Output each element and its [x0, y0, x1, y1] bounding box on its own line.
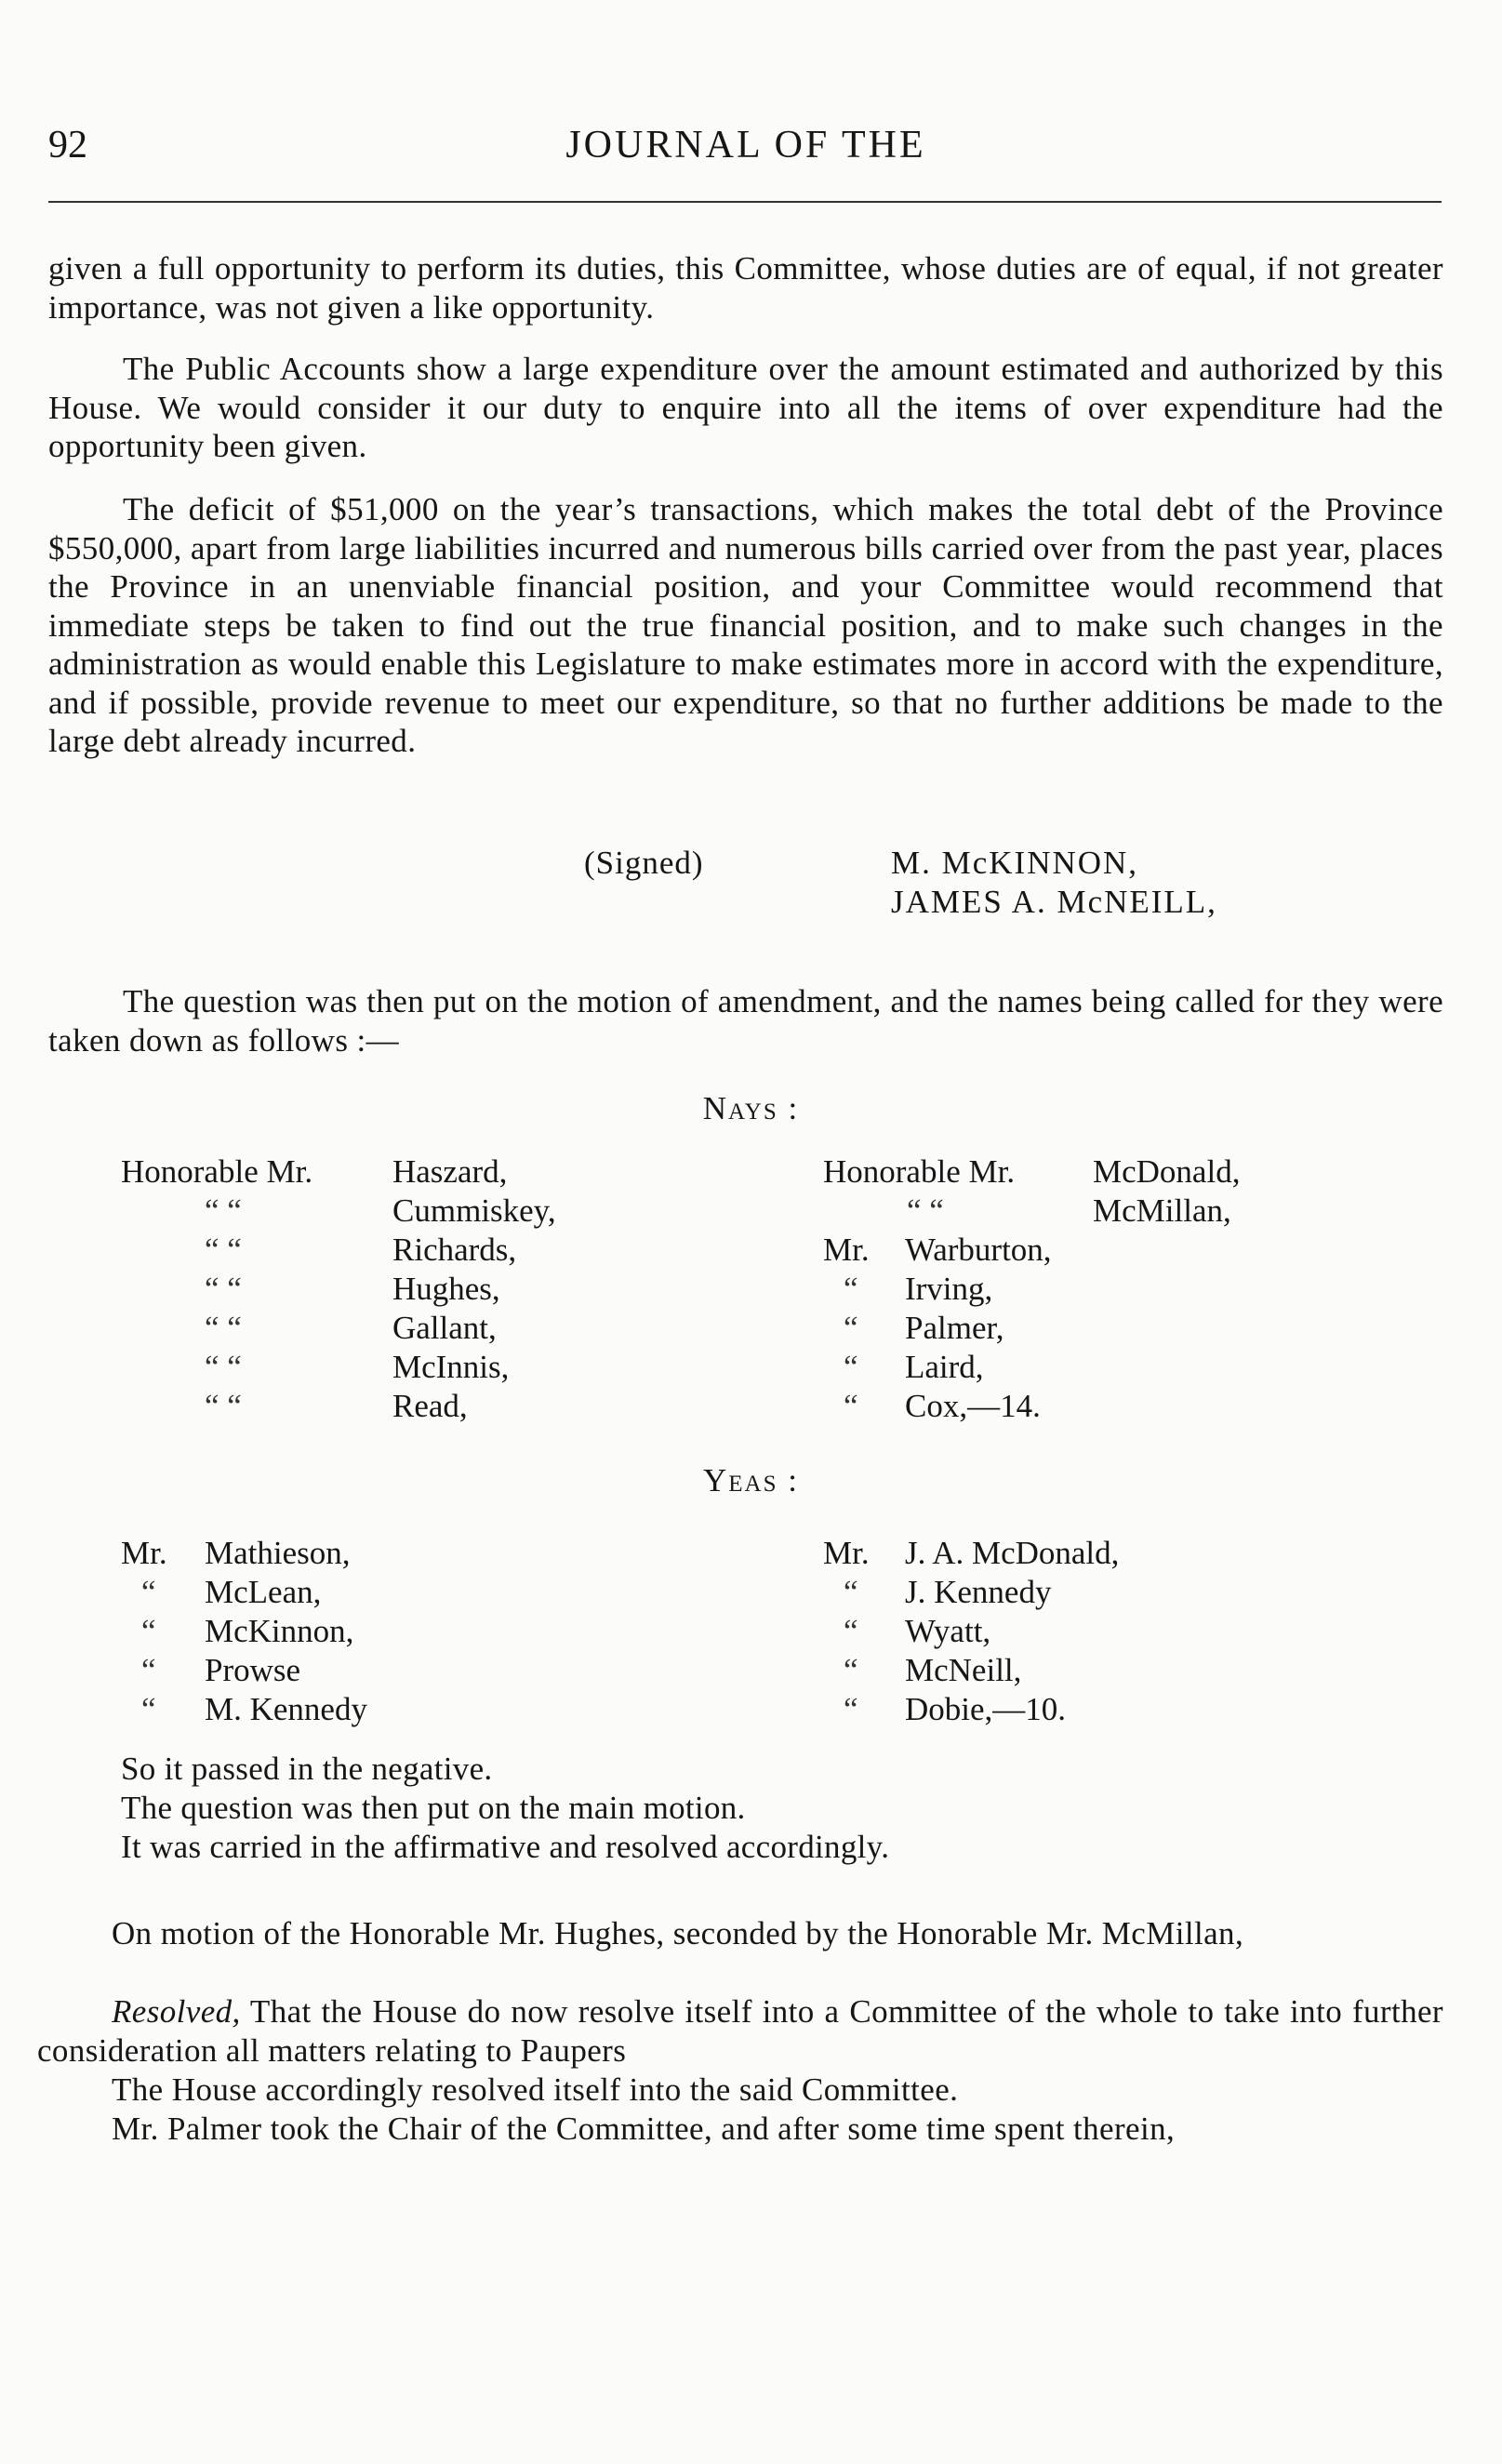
- result-affirmative: It was carried in the affirmative and resolved accordingly.: [121, 1829, 890, 1865]
- paragraph-question-amendment: The question was then put on the motion of amendment, and the names being called for they were taken down as follows :—: [48, 983, 1443, 1059]
- paragraph-house-resolved: The House accordingly resolved itself into the said Committee.: [112, 2071, 959, 2108]
- paragraph-continuation: given a full opportunity to perform its duties, this Committee, whose duties are of equal, if not greater importance, was not given a like opportunity.: [48, 250, 1443, 326]
- paragraph-deficit: The deficit of $51,000 on the year’s transactions, which makes the total debt of the Province $550,000, apart from large liabilities incurred and numerous bills carried over from the past year, places the Province in an unenviable financial position, and your Committee would recommend that immediate steps be taken to find out the true financial position, and to make such changes in the administration as would enable this Legislature to make estimates more in accord with the expenditure, and if possible, provide revenue to meet our expenditure, so that no further additions be made to the large debt already incurred.: [48, 491, 1443, 759]
- result-negative: So it passed in the negative.: [121, 1751, 493, 1787]
- yeas-heading: Yeas :: [703, 1462, 799, 1498]
- signatory-1: M. McKINNON,: [891, 845, 1139, 881]
- resolved-word: Resolved,: [112, 1993, 241, 2030]
- journal-page: 92 JOURNAL OF THE given a full opportunity to perform its duties, this Committee, whose duties are of equal, if not greater importance, was not given a like opportunity. The Public Accounts show a large expenditure over the amount estimated and authorized by this House. We would consider it our duty to enquire into all the items of over expenditure had the opportunity been given. The deficit of $51,000 on the year’s transactions, which makes the total debt of the Province $550,000, apart from large liabilities incurred and numerous bills carried over from the past year, places the Province in an unenviable financial position, and your Committee would recommend that immediate steps be taken to find out the true financial position, and to make such changes in the administration as would enable this Legislature to make estimates more in accord with the expenditure, and if possible, provide revenue to meet our expenditure, so that no further additions be made to the large debt already incurred. (Signed) M. McKINNON, JAMES A. McNEILL, The question was then put on the motion of amendment, and the names being called for they were taken down as follows :— Nays : Honorable Mr. Haszard, “ “ Cummiskey, “ “ Richards, “ “ Hughes, “ “ Gallant, “ “ McInnis, “ “ Read, Honorable Mr. McDonald, “ “ McMillan, Mr. Warburton, “ Irving, “ Palmer, “ Laird, “ Cox,—14. Yeas : Mr. Mathieson, “ McLean, “ McKinnon, “ Prowse “ M. Kennedy Mr. J. A. McDonald, “ J. Kennedy “ Wyatt, “ McNeill, “ Dobie,—10. So it passed in the negative. The question was then put on the main motion. It was carried in the affirmative and resolved accordingly. On motion of the Honorable Mr. Hughes, seconded by the Honorable Mr. McMillan, Resolved, That the House do now resolve itself into a Committee of the whole to take into further consideration all matters relating to Paupers The House accordingly resolved itself into the said Committee. Mr. Palmer took the Chair of the Committee, and after some time spent therein,: [0, 0, 1502, 2464]
- nays-heading: Nays :: [702, 1090, 800, 1126]
- paragraph-motion: On motion of the Honorable Mr. Hughes, seconded by the Honorable Mr. McMillan,: [112, 1915, 1244, 1951]
- paragraph-public-accounts: The Public Accounts show a large expenditure over the amount estimated and authorized by this House. We would consider it our duty to enquire into all the items of over expenditure had the opportunity been given.: [48, 351, 1443, 464]
- signatory-2: JAMES A. McNEILL,: [891, 884, 1217, 920]
- page-number: 92: [48, 124, 87, 166]
- page-header: [48, 123, 1443, 169]
- running-title: JOURNAL OF THE: [565, 124, 926, 166]
- paragraph-chair: Mr. Palmer took the Chair of the Committee, and after some time spent therein,: [112, 2111, 1176, 2147]
- resolved-text: That the House do now resolve itself into a Committee of the whole to take into further consideration all matters relating to Paupers: [37, 1993, 1443, 2069]
- header-rule: [48, 201, 1442, 203]
- paragraph-resolved: [37, 1992, 1443, 2070]
- signed-label: (Signed): [584, 845, 704, 881]
- result-main-motion: The question was then put on the main motion.: [121, 1790, 746, 1826]
